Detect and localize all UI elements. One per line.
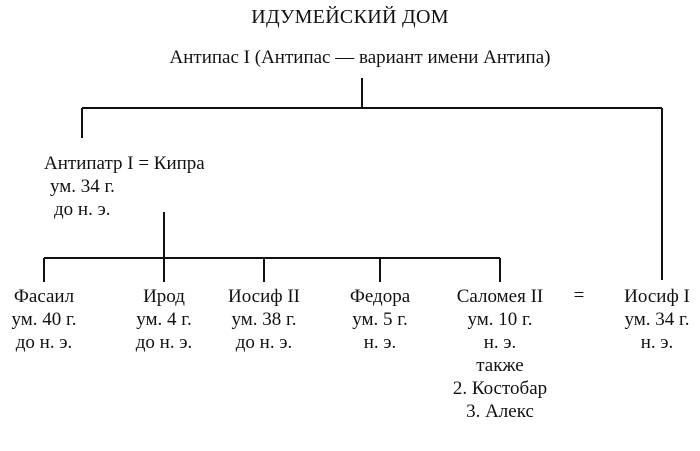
marriage-sign: = [573,285,585,306]
child-pheroras [330,285,430,354]
salome-spouse-2: 2. Костобар [452,378,548,399]
salome-spouse-3: 3. Алекс [466,401,534,422]
child-died: ум. 40 г. [11,309,77,330]
child-salome-ii [440,285,560,423]
child-joseph-ii [214,285,314,354]
child-name: Фасаил [13,286,75,307]
child-name: Иосиф II [227,286,300,307]
child-name: Иосиф I [624,286,690,307]
child-era: н. э. [363,332,397,353]
child-era: до н. э. [135,332,193,353]
root-ancestor: Антипас I (Антипас — вариант имени Антипа) [169,47,551,68]
child-died: ум. 34 г. [624,309,690,330]
antipater-node [44,152,205,221]
diagram-title: ИДУМЕЙСКИЙ ДОМ [251,6,449,28]
child-era: до н. э. [235,332,293,353]
child-era: до н. э. [15,332,73,353]
child-joseph-i [607,285,700,354]
child-also: также [476,355,524,376]
antipater-died: ум. 34 г. [50,176,115,197]
child-died: ум. 5 г. [352,309,408,330]
child-died: ум. 4 г. [136,309,192,330]
child-era: н. э. [483,332,517,353]
child-name: Ирод [143,286,185,307]
antipater-name: Антипатр I = Кипра [44,153,205,174]
child-phasael [0,285,94,354]
child-herod [114,285,214,354]
child-era: н. э. [640,332,674,353]
child-name: Федора [349,286,411,307]
child-died: ум. 38 г. [231,309,297,330]
child-name: Саломея II [456,286,544,307]
antipater-era: до н. э. [54,199,111,220]
child-died: ум. 10 г. [467,309,533,330]
